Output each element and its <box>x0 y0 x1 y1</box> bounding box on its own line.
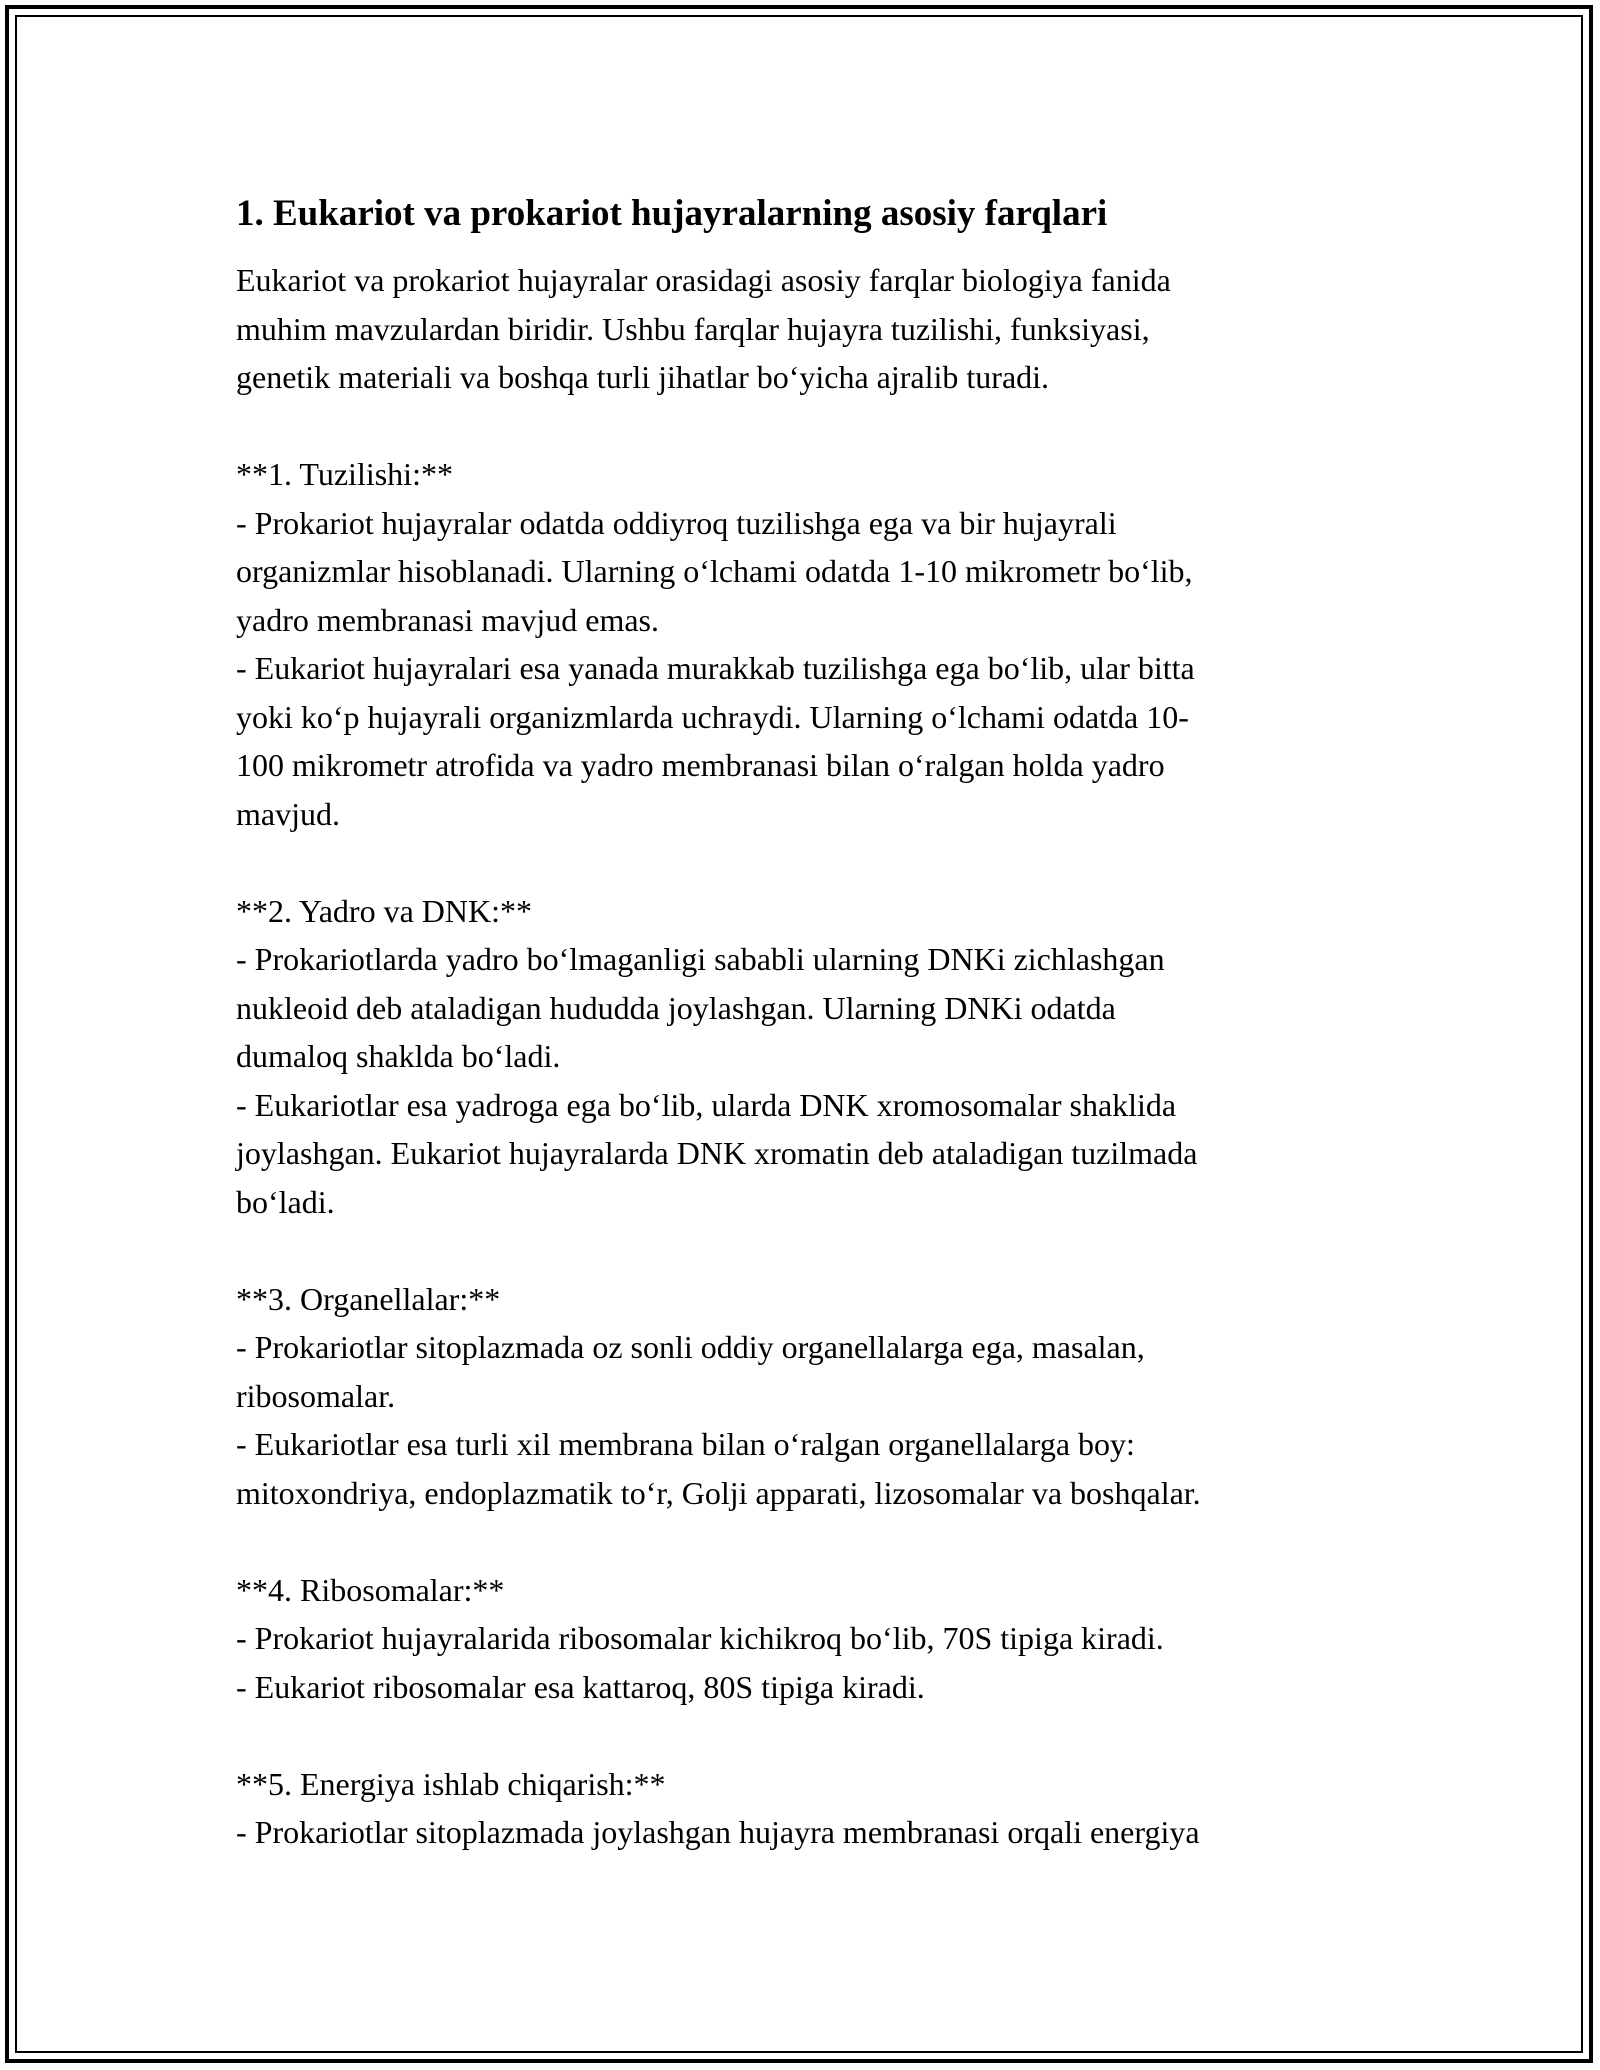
intro-line: Eukariot va prokariot hujayralar orasidagi asosiy farqlar biologiya fanida <box>236 262 1171 298</box>
section-heading: **2. Yadro va DNK:** <box>236 892 532 929</box>
section-heading: **5. Energiya ishlab chiqarish:** <box>236 1765 666 1802</box>
section-line: nukleoid deb ataladigan hududda joylashgan. Ularning DNKi odatda <box>236 989 1116 1026</box>
section-line: organizmlar hisoblanadi. Ularning o‘lchami odatda 1-10 mikrometr bo‘lib, <box>236 553 1193 589</box>
paragraph-gap <box>236 1226 1366 1275</box>
section-line: - Eukariot ribosomalar esa kattaroq, 80S tipiga kiradi. <box>236 1668 925 1705</box>
section-line: yadro membranasi mavjud emas. <box>236 601 659 638</box>
section-line: - Eukariot hujayralari esa yanada murakkab tuzilishga ega bo‘lib, ular bitta <box>236 650 1195 686</box>
section-line: ribosomalar. <box>236 1377 396 1414</box>
document-title: 1. Eukariot va prokariot hujayralarning asosiy farqlari <box>236 193 1108 234</box>
paragraph-gap <box>236 402 1366 451</box>
section-line: dumaloq shaklda bo‘ladi. <box>236 1038 561 1074</box>
section-energy <box>236 1760 1366 1857</box>
document-body <box>236 184 1366 1857</box>
intro-line: genetik materiali va boshqa turli jihatlar bo‘yicha ajralib turadi. <box>236 359 1050 395</box>
section-structure <box>236 450 1366 838</box>
section-organelles <box>236 1275 1366 1518</box>
section-heading: **1. Tuzilishi:** <box>236 456 453 492</box>
paragraph-gap <box>236 1711 1366 1760</box>
section-line: 100 mikrometr atrofida va yadro membranasi bilan o‘ralgan holda yadro <box>236 747 1165 783</box>
section-line: - Eukariotlar esa turli xil membrana bilan o‘ralgan organellalarga boy: <box>236 1426 1135 1462</box>
section-nucleus-dna <box>236 887 1366 1227</box>
section-line: - Prokariot hujayralar odatda oddiyroq tuzilishga ega va bir hujayrali <box>236 504 1117 541</box>
paragraph-gap <box>236 1517 1366 1566</box>
section-line: - Prokariotlarda yadro bo‘lmaganligi sababli ularning DNKi zichlashgan <box>236 941 1165 977</box>
section-line: mitoxondriya, endoplazmatik to‘r, Golji apparati, lizosomalar va boshqalar. <box>236 1474 1201 1511</box>
section-line: joylashgan. Eukariot hujayralarda DNK xromatin deb ataladigan tuzilmada <box>236 1135 1198 1171</box>
section-ribosomes <box>236 1566 1366 1712</box>
section-line: bo‘ladi. <box>236 1183 335 1220</box>
intro-line: muhim mavzulardan biridir. Ushbu farqlar hujayra tuzilishi, funksiyasi, <box>236 310 1150 347</box>
section-line: - Prokariot hujayralarida ribosomalar kichikroq bo‘lib, 70S tipiga kiradi. <box>236 1620 1164 1656</box>
section-heading: **4. Ribosomalar:** <box>236 1571 505 1608</box>
paragraph-gap <box>236 838 1366 887</box>
section-line: mavjud. <box>236 795 340 832</box>
section-line: - Prokariotlar sitoplazmada oz sonli oddiy organellalarga ega, masalan, <box>236 1329 1145 1365</box>
intro-paragraph <box>236 256 1366 402</box>
section-heading: **3. Organellalar:** <box>236 1280 501 1317</box>
section-line: yoki ko‘p hujayrali organizmlarda uchraydi. Ularning o‘lchami odatda 10- <box>236 698 1189 735</box>
section-line: - Prokariotlar sitoplazmada joylashgan hujayra membranasi orqali energiya <box>236 1814 1200 1850</box>
section-line: - Eukariotlar esa yadroga ega bo‘lib, ularda DNK xromosomalar shaklida <box>236 1086 1177 1123</box>
